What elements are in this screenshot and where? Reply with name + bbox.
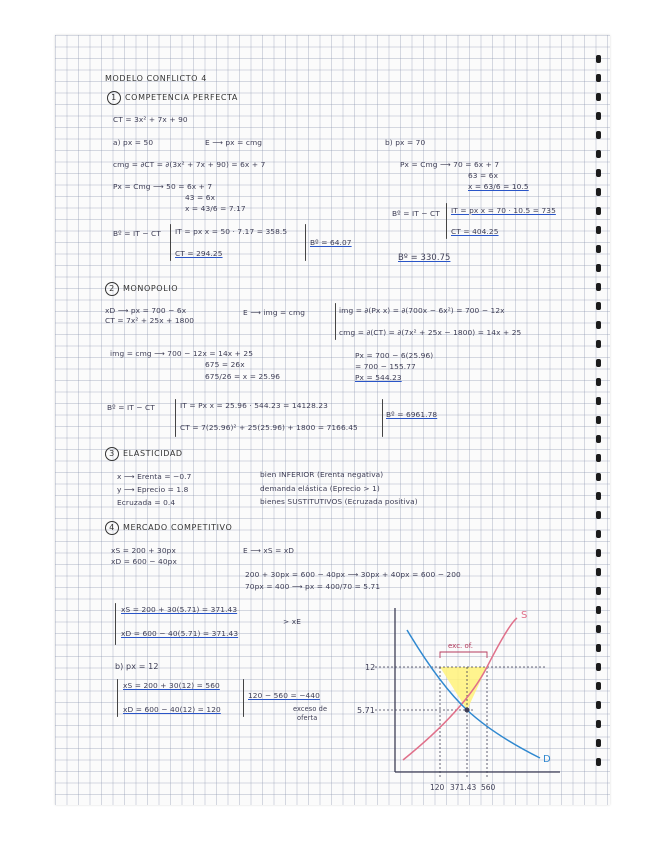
- monopoly-price-2: = 700 − 155.77: [355, 362, 416, 371]
- section-title: MONOPOLIO: [123, 284, 179, 293]
- section-4-heading: [105, 521, 232, 535]
- excess-bracket: [440, 652, 487, 658]
- section-number: 4: [105, 521, 119, 535]
- brace: [382, 399, 383, 437]
- marginal-revenue-derivation: img = ∂(Px x) = ∂(700x − 6x²) = 700 − 12x: [339, 306, 505, 315]
- part-b-cost: CT = 404.25: [451, 227, 499, 236]
- section-title: COMPETENCIA PERFECTA: [125, 93, 238, 102]
- cost-function: CT = 7x² + 25x + 1800: [105, 316, 195, 325]
- elasticity-income-note: bien INFERIOR (Erenta negativa): [260, 470, 384, 479]
- supply-at-equilibrium: xS = 200 + 30(5.71) = 371.43: [121, 605, 238, 614]
- part-b-revenue: IT = px x = 70 · 10.5 = 735: [451, 206, 556, 215]
- equilibrium-condition: E ⟶ px = cmg: [205, 138, 263, 147]
- equilibrium-quantity-label: > xE: [283, 617, 301, 626]
- excess-supply-value: 120 − 560 = −440: [248, 691, 320, 700]
- supply-function: xS = 200 + 30px: [111, 546, 176, 555]
- equilibrium-condition: E ⟶ img = cmg: [243, 308, 306, 317]
- monopoly-price-1: Px = 700 − 6(25.96): [355, 351, 434, 360]
- section-number: 3: [105, 447, 119, 461]
- monopoly-profit-formula: Bº = IT − CT: [107, 403, 155, 412]
- part-a-label: a) px = 50: [113, 138, 154, 147]
- q-560-label: 560: [481, 783, 496, 792]
- brace: [446, 203, 447, 239]
- supply-demand-graph: [345, 600, 575, 800]
- market-equation-2: 70px = 400 ⟶ px = 400/70 = 5.71: [245, 582, 381, 591]
- demand-label: D: [543, 754, 551, 765]
- monopoly-price-3: Px = 544.23: [355, 373, 402, 382]
- part-a-cost: CT = 294.25: [175, 249, 223, 258]
- part-a-equation-3: x = 43/6 = 7.17: [185, 204, 246, 213]
- brace: [115, 603, 116, 645]
- elasticity-cross-note: bienes SUSTITUTIVOS (Ecruzada positiva): [260, 497, 418, 506]
- elasticity-price-note: demanda elástica (Eprecio > 1): [260, 484, 380, 493]
- marginal-cost-derivation: cmg = ∂CT = ∂(3x² + 7x + 90) = 6x + 7: [113, 160, 266, 169]
- part-a-revenue: IT = px x = 50 · 7.17 = 358.5: [175, 227, 288, 236]
- demand-at-equilibrium: xD = 600 − 40(5.71) = 371.43: [121, 629, 239, 638]
- excess-supply-note-2: oferta: [297, 714, 318, 722]
- section-2-heading: [105, 282, 178, 296]
- brace: [117, 679, 118, 717]
- demand-at-12: xD = 600 − 40(12) = 120: [123, 705, 221, 714]
- excess-label: exc. of.: [448, 642, 473, 650]
- monopoly-cost: CT = 7(25.96)² + 25(25.96) + 1800 = 7166.45: [180, 423, 358, 432]
- part-a-profit-result: Bº = 64.07: [310, 238, 352, 247]
- brace: [243, 679, 244, 717]
- monopoly-revenue: IT = Px x = 25.96 · 544.23 = 14128.23: [180, 401, 328, 410]
- brace: [305, 224, 306, 261]
- section-title: ELASTICIDAD: [123, 449, 183, 458]
- part-b-equation-3: x = 63/6 = 10.5: [468, 182, 529, 191]
- brace: [170, 224, 171, 261]
- supply-at-12: xS = 200 + 30(12) = 560: [123, 681, 220, 690]
- part-b-label: b) px = 12: [115, 662, 159, 671]
- page-title: MODELO CONFLICTO 4: [105, 74, 207, 83]
- elasticity-income: x ⟶ Erenta = −0.7: [117, 472, 192, 481]
- equilibrium-point: [465, 708, 470, 713]
- cost-function: CT = 3x² + 7x + 90: [113, 115, 188, 124]
- q-120-label: 120: [430, 783, 445, 792]
- monopoly-equation-2: 675 = 26x: [205, 360, 245, 369]
- part-a-equation-2: 43 = 6x: [185, 193, 216, 202]
- section-title: MERCADO COMPETITIVO: [123, 523, 233, 532]
- demand-function: xD ⟶ px = 700 − 6x: [105, 306, 187, 315]
- equilibrium-condition: E ⟶ xS = xD: [243, 546, 295, 555]
- price-12-label: 12: [365, 663, 376, 672]
- market-equation-1: 200 + 30px = 600 − 40px ⟶ 30px + 40px = 600 − 200: [245, 570, 461, 579]
- part-a-profit-formula: Bº = IT − CT: [113, 229, 161, 238]
- monopoly-profit-result: Bº = 6961.78: [386, 410, 438, 419]
- demand-function: xD = 600 − 40px: [111, 557, 177, 566]
- q-eq-label: 371.43: [450, 783, 477, 792]
- brace: [175, 399, 176, 437]
- elasticity-cross: Ecruzada = 0.4: [117, 498, 176, 507]
- section-3-heading: [105, 447, 183, 461]
- section-number: 1: [107, 91, 121, 105]
- equilibrium-quantity: xE: [291, 617, 301, 626]
- part-b-equation-1: Px = Cmg ⟶ 70 = 6x + 7: [400, 160, 500, 169]
- section-1-heading: [107, 91, 238, 105]
- part-b-profit-formula: Bº = IT − CT: [392, 209, 440, 218]
- marginal-cost-derivation: cmg = ∂(CT) = ∂(7x² + 25x − 1800) = 14x + 25: [339, 328, 522, 337]
- elasticity-price: y ⟶ Eprecio = 1.8: [117, 485, 189, 494]
- binder-holes: [596, 55, 602, 777]
- part-a-equation-1: Px = Cmg ⟶ 50 = 6x + 7: [113, 182, 213, 191]
- brace: [335, 303, 336, 340]
- monopoly-equation-3: 675/26 = x = 25.96: [205, 372, 281, 381]
- section-number: 2: [105, 282, 119, 296]
- price-eq-label: 5.71: [357, 706, 375, 715]
- part-b-equation-2: 63 = 6x: [468, 171, 499, 180]
- part-b-label: b) px = 70: [385, 138, 426, 147]
- monopoly-equation-1: img = cmg ⟶ 700 − 12x = 14x + 25: [110, 349, 254, 358]
- notebook-page: [55, 35, 610, 805]
- supply-label: S: [521, 610, 528, 621]
- excess-supply-note-1: exceso de: [293, 705, 328, 713]
- part-b-profit-result: Bº = 330.75: [398, 252, 451, 262]
